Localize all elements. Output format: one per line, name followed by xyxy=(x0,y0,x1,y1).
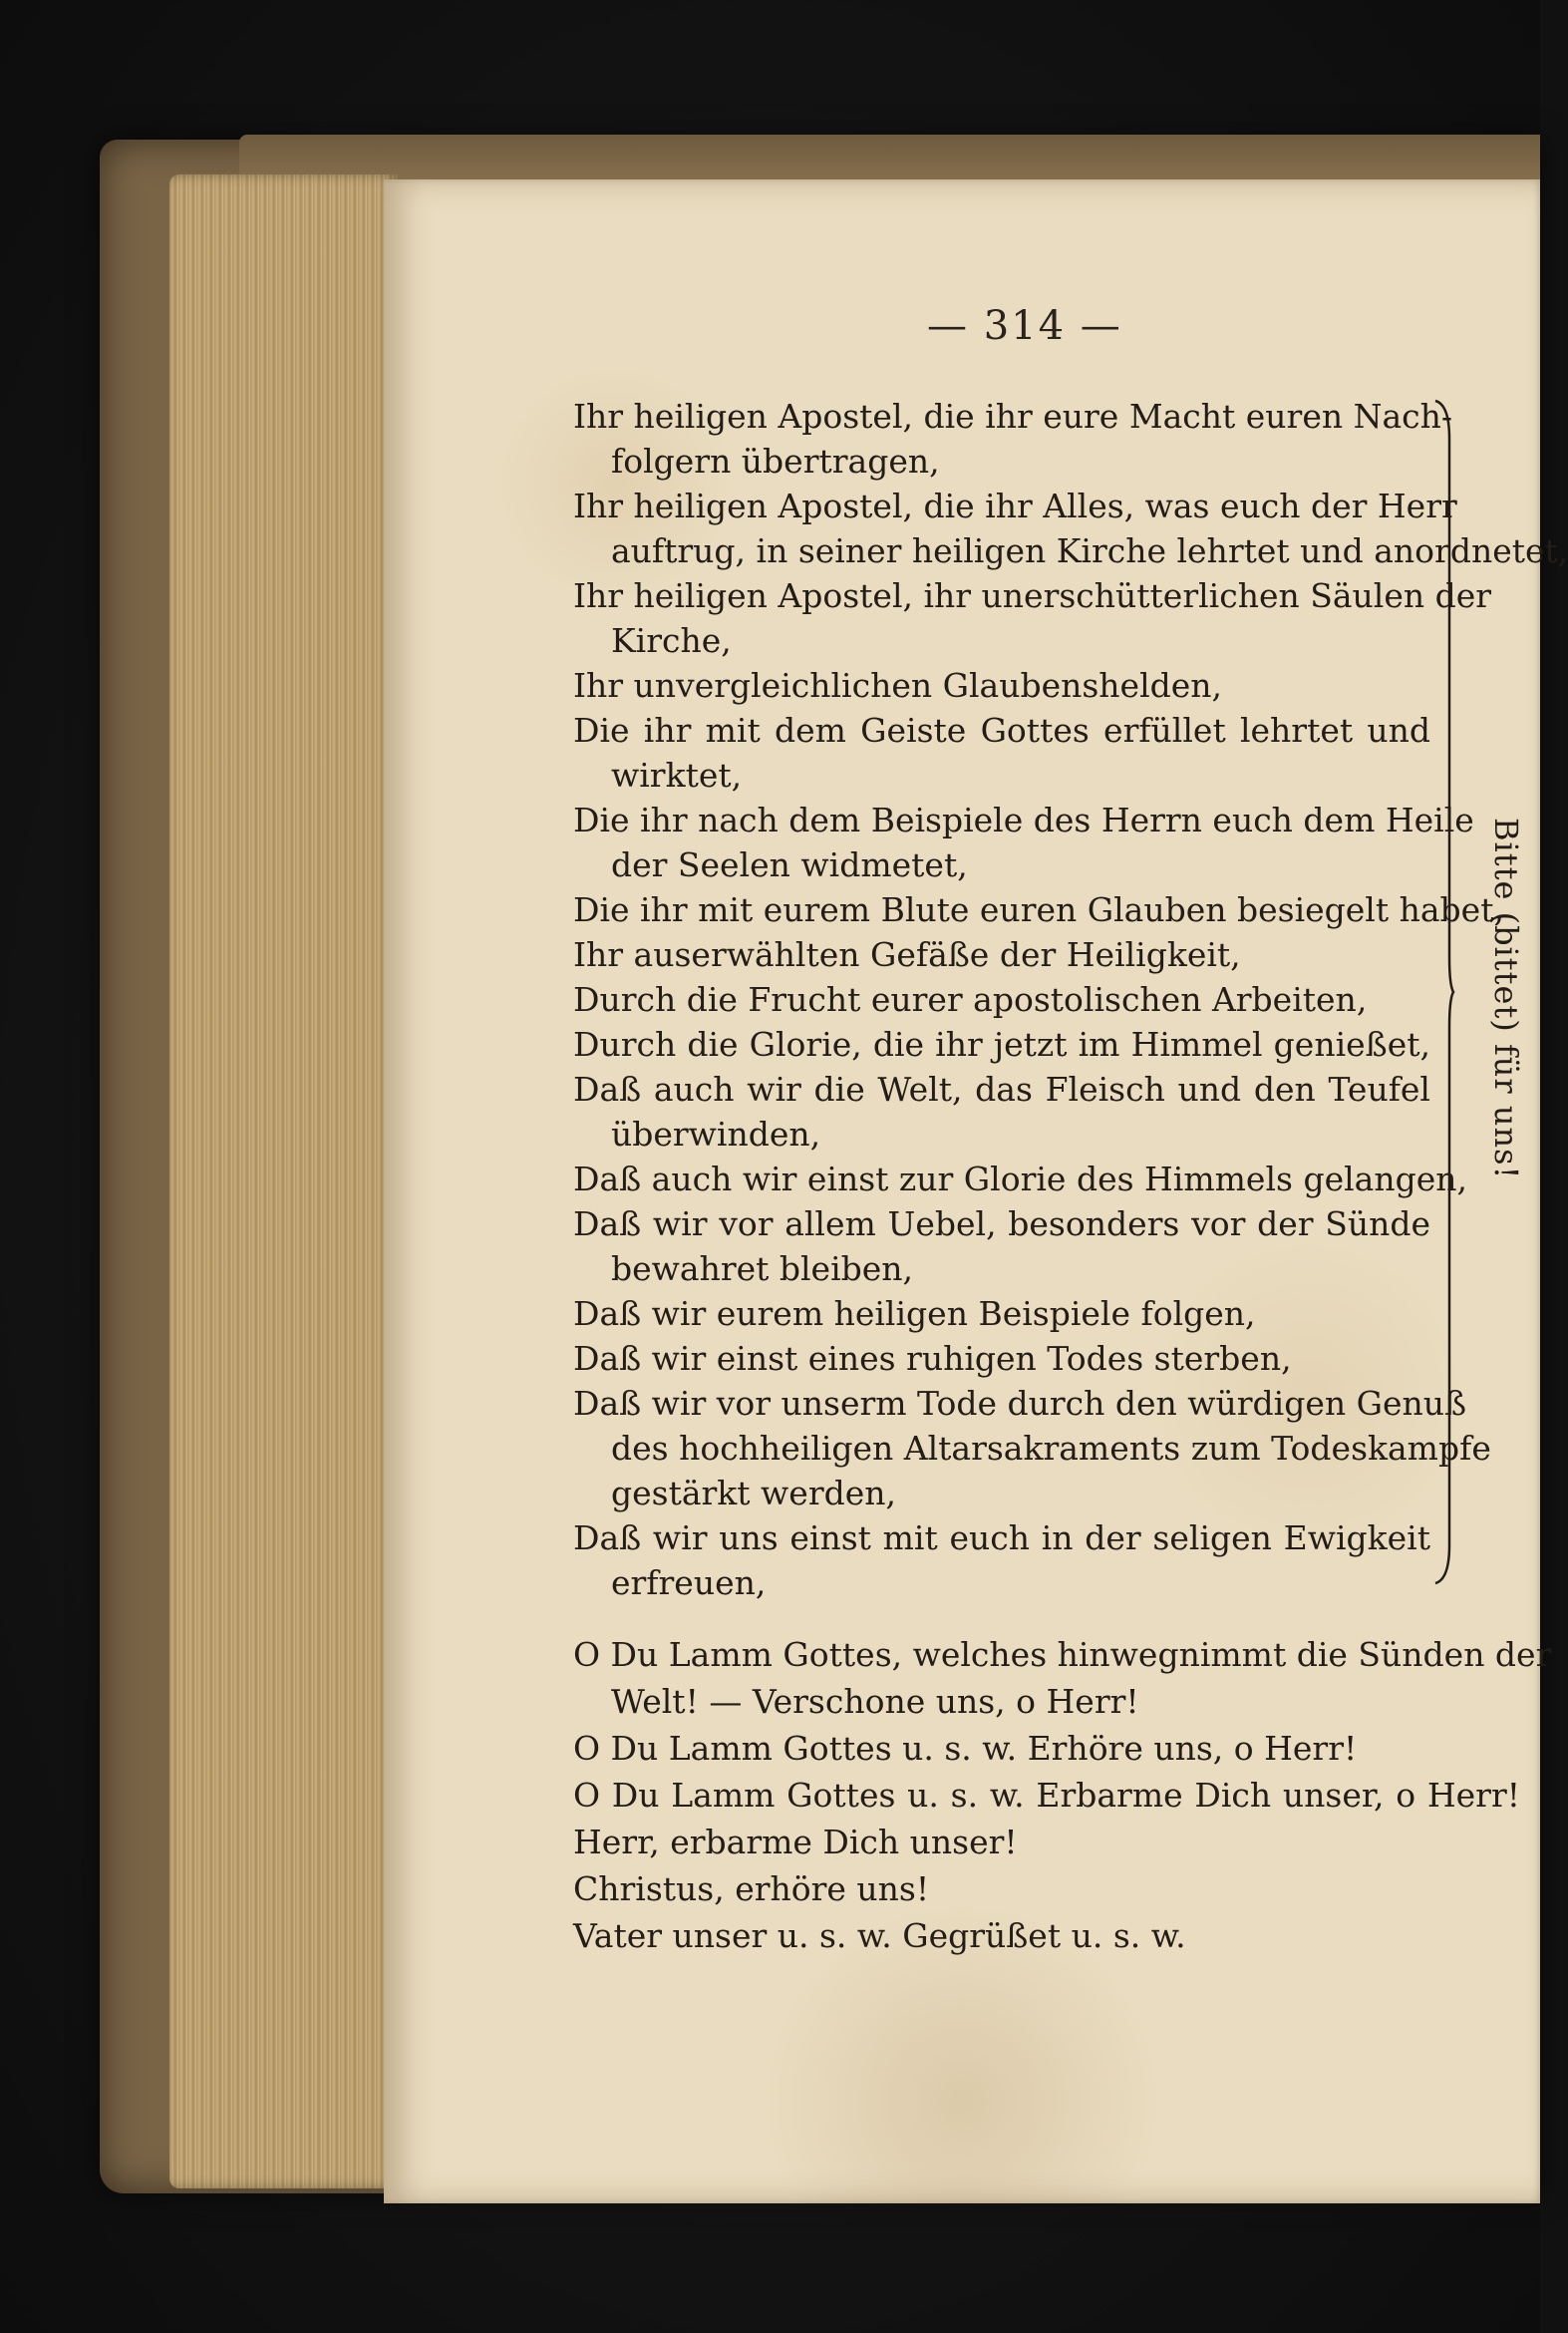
litany-line: Die ihr nach dem Beispiele des Herrn euch dem Heile xyxy=(573,801,1474,839)
litany-line: Daß wir einst eines ruhigen Todes sterben, xyxy=(573,1339,1292,1378)
litany-line: Ihr heiligen Apostel, ihr unerschütterlichen Säulen der xyxy=(573,576,1492,615)
litany-line: Durch die Glorie, die ihr jetzt im Himmel genießet, xyxy=(573,1025,1430,1064)
litany-line: des hochheiligen Altarsakraments zum Todeskampfe xyxy=(611,1429,1491,1468)
closing-prayers xyxy=(573,1631,1552,1959)
litany-line: Ihr heiligen Apostel, die ihr Alles, was euch der Herr xyxy=(573,487,1457,525)
litany-line: auftrug, in seiner heiligen Kirche lehrtet und anordnetet, xyxy=(611,531,1568,570)
litany-line: Ihr unvergleichlichen Glaubenshelden, xyxy=(573,666,1223,705)
litany-line: überwinden, xyxy=(611,1115,821,1154)
closing-line: O Du Lamm Gottes, welches hinwegnimmt die Sünden der xyxy=(573,1635,1552,1674)
closing-line: O Du Lamm Gottes u. s. w. Erhöre uns, o Herr! xyxy=(573,1729,1358,1768)
litany-refrain: Bitte (bittet) für uns! xyxy=(1487,818,1525,1180)
page-block-edges xyxy=(169,174,399,2188)
litany-line: der Seelen widmetet, xyxy=(611,845,968,884)
closing-line: Welt! — Verschone uns, o Herr! xyxy=(611,1682,1139,1721)
litany-line: erfreuen, xyxy=(611,1563,767,1602)
litany-line: Daß wir vor unserm Tode durch den würdigen Genuß xyxy=(573,1384,1467,1423)
closing-line: O Du Lamm Gottes u. s. w. Erbarme Dich unser, o Herr! xyxy=(573,1776,1520,1815)
closing-line: Herr, erbarme Dich unser! xyxy=(573,1823,1018,1861)
closing-line: Vater unser u. s. w. Gegrüßet u. s. w. xyxy=(573,1916,1186,1955)
closing-line: Christus, erhöre uns! xyxy=(573,1869,930,1908)
litany-line: folgern übertragen, xyxy=(611,442,940,481)
litany-brace xyxy=(1433,399,1455,1585)
litany-line: gestärkt werden, xyxy=(611,1474,896,1512)
page-number: — 314 — xyxy=(927,303,1122,349)
litany-line: Durch die Frucht eurer apostolischen Arbeiten, xyxy=(573,980,1368,1019)
litany-line: Kirche, xyxy=(611,621,732,660)
litany-line: Daß wir uns einst mit euch in der seligen Ewigkeit xyxy=(573,1518,1430,1557)
litany-line: Ihr auserwählten Gefäße der Heiligkeit, xyxy=(573,935,1241,974)
litany-line: Die ihr mit eurem Blute euren Glauben besiegelt habet, xyxy=(573,890,1504,929)
litany-line: Daß wir vor allem Uebel, besonders vor der Sünde xyxy=(573,1204,1430,1243)
litany-line: Die ihr mit dem Geiste Gottes erfüllet lehrtet und xyxy=(573,711,1430,750)
litany-line: wirktet, xyxy=(611,756,743,795)
litany-line: bewahret bleiben, xyxy=(611,1249,914,1288)
litany-line: Daß wir eurem heiligen Beispiele folgen, xyxy=(573,1294,1256,1333)
litany-line: Daß auch wir die Welt, das Fleisch und den Teufel xyxy=(573,1070,1430,1109)
litany-line: Ihr heiligen Apostel, die ihr eure Macht euren Nach- xyxy=(573,397,1453,436)
litany-line: Daß auch wir einst zur Glorie des Himmels gelangen, xyxy=(573,1160,1467,1198)
